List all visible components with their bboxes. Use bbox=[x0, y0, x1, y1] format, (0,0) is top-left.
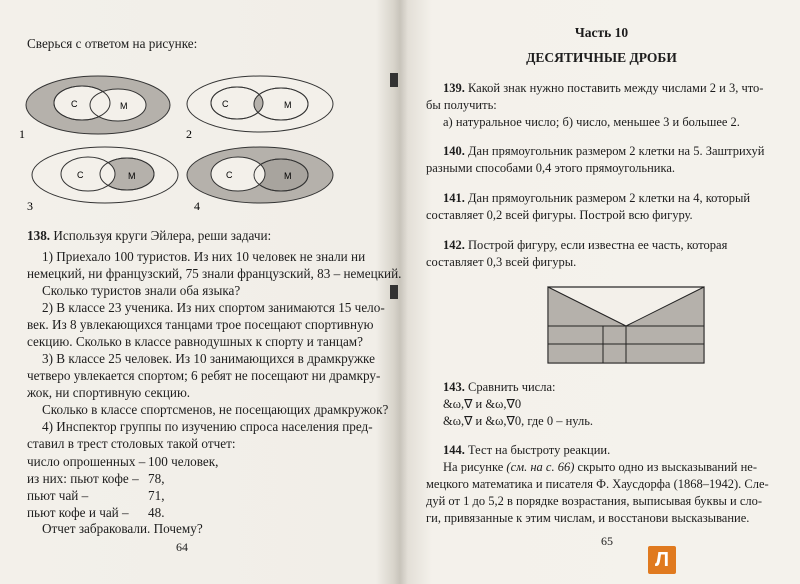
page-number-left: 64 bbox=[176, 540, 188, 554]
euler-diagram-2 bbox=[187, 76, 333, 132]
text-line: 4) Инспектор группы по изучению спроса населения пред- bbox=[42, 419, 373, 434]
problem-text: Используя круги Эйлера, реши задачи: bbox=[53, 228, 272, 243]
euler-diagram-1 bbox=[26, 76, 170, 134]
problem-142-line bbox=[443, 237, 727, 253]
text-line: дуй от 1 до 5,2 в порядке возрастания, выписывая буквы и сло- bbox=[426, 494, 763, 508]
problem-140-line bbox=[443, 143, 764, 159]
problem-number: 142. bbox=[443, 238, 465, 252]
text-line bbox=[443, 459, 757, 475]
text-line: а) натуральное число; б) число, меньшее 3 и большее 2. bbox=[443, 115, 740, 129]
text-line: Сколько туристов знали оба языка? bbox=[42, 283, 241, 298]
text-span: скрыто одно из высказываний не- bbox=[574, 460, 758, 474]
part-heading: Часть 10 bbox=[574, 25, 629, 40]
report-value: 78, bbox=[148, 471, 165, 486]
problem-142-figure bbox=[547, 286, 705, 364]
label-c: С bbox=[77, 170, 84, 180]
chapter-title: ДЕСЯТИЧНЫЕ ДРОБИ bbox=[526, 50, 677, 65]
text-line: век. Из 8 увлекающихся танцами трое посещают спортивную bbox=[27, 317, 374, 332]
text-line: &ω,∇ и &ω,∇0 bbox=[443, 397, 522, 411]
text-line: ставил в трест столовых такой отчет: bbox=[27, 436, 236, 451]
label-m: М bbox=[128, 171, 136, 181]
report-value: 100 человек, bbox=[148, 454, 219, 469]
fig-label-3: 3 bbox=[27, 199, 33, 213]
text-line: составляет 0,2 всей фигуры. Построй всю фигуру. bbox=[426, 208, 693, 222]
problem-text: Дан прямоугольник размером 2 клетки на 4, который bbox=[468, 191, 751, 205]
problem-number: 144. bbox=[443, 443, 465, 457]
fig-label-1: 1 bbox=[19, 127, 25, 141]
text-line: Сколько в классе спортсменов, не посещающих драмкружок? bbox=[42, 402, 389, 417]
problem-text: Дан прямоугольник размером 2 клетки на 5. Заштрихуй bbox=[468, 144, 765, 158]
label-c: С bbox=[222, 99, 229, 109]
problem-number: 143. bbox=[443, 380, 465, 394]
report-label: из них: пьют кофе – bbox=[27, 471, 139, 486]
fig-label-4: 4 bbox=[194, 199, 200, 213]
text-line: разными способами 0,4 этого прямоугольника. bbox=[426, 161, 676, 175]
problem-138-heading bbox=[27, 228, 271, 244]
right-page bbox=[403, 0, 800, 584]
label-m: М bbox=[284, 171, 292, 181]
text-line: 2) В классе 23 ученика. Из них спортом занимаются 15 чело- bbox=[42, 300, 385, 315]
label-c: С bbox=[226, 170, 233, 180]
problem-144-line bbox=[443, 442, 610, 458]
text-span: На рисунке bbox=[443, 460, 507, 474]
page-tab-marker bbox=[390, 73, 398, 87]
page-number-right: 65 bbox=[601, 534, 613, 548]
problem-number: 140. bbox=[443, 144, 465, 158]
problem-143-line bbox=[443, 379, 556, 395]
report-value: 48. bbox=[148, 505, 165, 520]
report-label: пьют кофе и чай – bbox=[27, 505, 129, 520]
text-line: секцию. Сколько в классе равнодушных к спорту и танцам? bbox=[27, 334, 364, 349]
text-line: составляет 0,3 всей фигуры. bbox=[426, 255, 577, 269]
label-m: М bbox=[120, 101, 128, 111]
problem-number: 138. bbox=[27, 228, 51, 243]
page-tab-marker bbox=[390, 285, 398, 299]
report-value: 71, bbox=[148, 488, 165, 503]
text-line: ги, привязанные к этим числам, и восстанови высказывание. bbox=[426, 511, 750, 525]
fig-label-2: 2 bbox=[186, 127, 192, 141]
euler-diagram-4 bbox=[187, 147, 333, 203]
report-label: число опрошенных – bbox=[27, 454, 146, 469]
report-label: пьют чай – bbox=[27, 488, 89, 503]
problem-number: 139. bbox=[443, 81, 465, 95]
text-line: четверо увлекается спортом; 6 ребят не посещают ни драмкру- bbox=[27, 368, 381, 383]
text-line: мецкого математика и писателя Ф. Хаусдорфа (1868–1942). Сле- bbox=[426, 477, 769, 491]
text-line: жок, ни спортивную секцию. bbox=[27, 385, 191, 400]
text-line: 3) В классе 25 человек. Из 10 занимающихся в драмкружке bbox=[42, 351, 375, 366]
problem-text: Сравнить числа: bbox=[468, 380, 556, 394]
problem-139-line bbox=[443, 80, 763, 96]
problem-text: Какой знак нужно поставить между числами 2 и 3, что- bbox=[468, 81, 764, 95]
euler-diagram-3 bbox=[32, 147, 178, 203]
problem-141-line bbox=[443, 190, 750, 206]
euler-diagrams bbox=[0, 60, 395, 240]
label-m: М bbox=[284, 100, 292, 110]
problem-number: 141. bbox=[443, 191, 465, 205]
text-line: &ω,∇ и &ω,∇0, где 0 – нуль. bbox=[443, 414, 594, 428]
labirint-logo: Л bbox=[648, 546, 676, 574]
problem-text: Тест на быстроту реакции. bbox=[468, 443, 611, 457]
text-line: бы получить: bbox=[426, 98, 497, 112]
problem-text: Построй фигуру, если известна ее часть, которая bbox=[468, 238, 728, 252]
text-line: немецкий, ни французский, 75 знали французский, 83 – немецкий. bbox=[27, 266, 402, 281]
text-line: 1) Приехало 100 туристов. Из них 10 человек не знали ни bbox=[42, 249, 366, 264]
page-reference: (см. на с. 66) bbox=[506, 460, 575, 474]
text-line: Отчет забраковали. Почему? bbox=[42, 521, 203, 536]
label-c: С bbox=[71, 99, 78, 109]
intro-text: Сверься с ответом на рисунке: bbox=[27, 36, 198, 51]
